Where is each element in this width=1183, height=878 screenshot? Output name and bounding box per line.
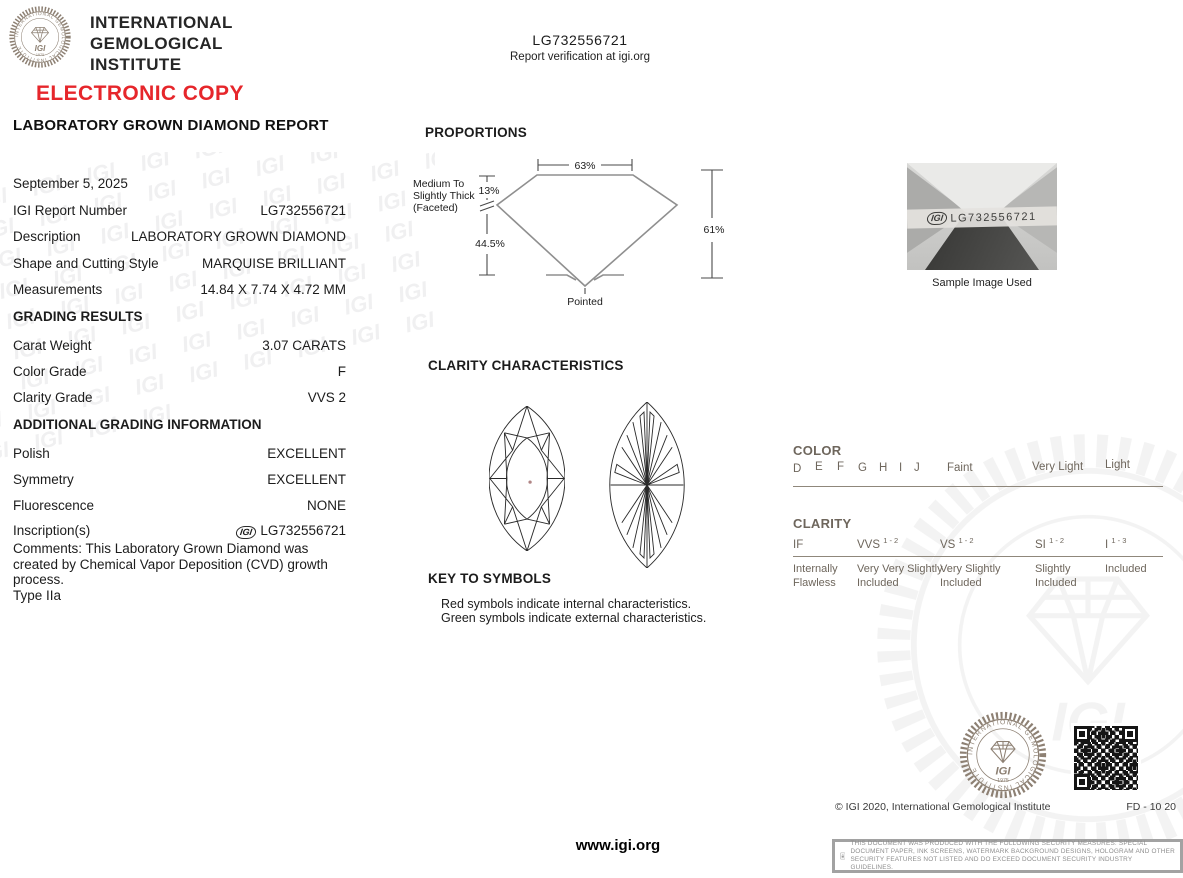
org-name-line2: GEMOLOGICAL [90,34,223,53]
table-row [13,338,346,353]
sample-image-caption: Sample Image Used [932,277,1032,289]
table-percent: 63% [574,160,596,172]
security-strip [832,839,1183,873]
electronic-copy-label: ELECTRONIC COPY [36,82,244,105]
security-measures-text: THIS DOCUMENT WAS PRODUCED WITH THE FOLLOWING SECURITY MEASURES: SPECIAL DOCUMENT PAPER, INK SCREENS, WATERMARK BACKGROUND DESIGNS, HOLOGRAM AND OTHER SECURITY FEATURES NOT LISTED AND DO EXCEED DOCUMENT SECURITY INDUSTRY GUIDELINES. [850,839,1175,872]
table-row [13,364,346,379]
color-scale-line [793,486,1163,487]
color-grade-f: F [837,461,845,473]
secure-document-icon [840,845,845,867]
grade-sup: 1 - 2 [883,536,899,545]
security-strip-inner [835,839,1180,872]
key-to-symbols-title: KEY TO SYMBOLS [428,571,552,586]
girdle-inscription-band [907,206,1057,228]
type-note: Type IIa [13,588,62,603]
inclusion-pinpoint [528,480,531,483]
culet-label: Pointed [567,296,603,308]
color-grade-e: E [815,461,823,473]
color-grade-i: I [899,462,903,474]
clarity-grade-i [1105,536,1126,551]
row-value: VVS 2 [307,390,346,405]
key-external-note: Green symbols indicate external characteristics. [441,611,707,625]
color-grade-g: G [858,462,867,474]
igi-logo-seal [8,5,72,69]
qr-code [1074,726,1138,790]
report-date: September 5, 2025 [13,176,128,191]
grade-name: IF [793,538,804,551]
row-label: Shape and Cutting Style [13,256,159,271]
clarity-grade-if [793,536,803,551]
grade-sup: 1 - 3 [1111,536,1127,545]
org-name-line3: INSTITUTE [90,55,182,74]
verification-note: Report verification at igi.org [510,51,650,63]
table-row [13,256,346,271]
clarity-desc-si: Slightly Included [1035,563,1077,589]
row-label: Fluorescence [13,498,95,513]
color-range-light: Light [1105,459,1130,471]
row-label: Description [13,229,81,244]
row-value: F [337,364,346,379]
clarity-characteristics-title: CLARITY CHARACTERISTICS [428,358,624,373]
sample-image [907,163,1057,270]
row-label: Carat Weight [13,338,92,353]
laser-inscription: LG732556721 [950,210,1037,225]
clarity-scale-line [793,556,1163,557]
color-grade-j: J [914,462,920,474]
igi-logo-icon: IGI [235,526,257,539]
row-label: Symmetry [13,472,74,487]
row-label: Polish [13,446,50,461]
grade-name: SI [1035,538,1046,551]
grade-name: VVS [857,538,881,551]
grade-sup: 1 - 2 [958,536,974,545]
row-value: LG732556721 [260,203,346,218]
report-number-header: LG732556721 [532,32,628,48]
inscription-label: Inscription(s) [13,523,91,538]
color-grade-h: H [879,462,888,474]
inscription-number: LG732556721 [260,523,346,538]
table-row [13,498,346,513]
row-value: 3.07 CARATS [262,338,346,353]
seal-year: 1975 [997,778,1009,784]
clarity-plot-pavilion-view [609,402,685,568]
clarity-desc-if: Internally Flawless [793,563,838,589]
clarity-scale-title: CLARITY [793,516,852,531]
row-label: Clarity Grade [13,390,93,405]
igi-footer-seal [958,710,1048,800]
copyright-text: © IGI 2020, International Gemological Institute [835,801,1051,813]
row-label: Measurements [13,282,103,297]
comments-text: Comments: This Laboratory Grown Diamond was created by Chemical Vapor Deposition (CVD) growth process. [13,541,328,587]
table-row [13,229,346,244]
row-value: LABORATORY GROWN DIAMOND [130,229,346,244]
row-value: EXCELLENT [267,446,346,461]
org-name-line1: INTERNATIONAL [90,13,233,32]
table-row [13,390,346,405]
clarity-grade-vs [940,536,974,551]
color-range-very-light: Very Light [1032,461,1084,473]
table-row [13,203,346,218]
inscription-value [236,523,346,539]
proportions-diagram [405,148,740,313]
website-url: www.igi.org [575,837,661,854]
color-scale-title: COLOR [793,443,842,458]
girdle-label-line1: Medium To [413,178,465,190]
qr-finder [1074,774,1090,790]
seal-monogram: IGI [34,43,46,53]
additional-grading-header: ADDITIONAL GRADING INFORMATION [13,417,262,432]
row-label: Color Grade [13,364,87,379]
table-row [13,282,346,297]
watermark-monogram: IGI [1051,690,1125,753]
clarity-grade-si [1035,536,1064,551]
table-row [13,472,346,487]
girdle-label-line2: Slightly Thick [413,190,475,202]
org-name [90,12,233,75]
proportions-title: PROPORTIONS [425,125,527,140]
igi-logo-icon: IGI [927,212,949,225]
table-row [13,446,346,461]
seal-ring-text: INTERNATIONAL GEMOLOGICAL INSTITUTE [967,719,1039,791]
clarity-desc-vs: Very Slightly Included [940,563,1001,589]
crown-percent: 13% [478,185,500,197]
clarity-desc-vvs: Very Very Slightly Included [857,563,943,589]
row-value: 14.84 X 7.74 X 4.72 MM [200,282,346,297]
qr-finder [1122,726,1138,742]
seal-year: 1975 [35,53,45,58]
depth-percent: 61% [703,224,725,236]
pavilion-percent: 44.5% [475,238,505,250]
color-range-faint: Faint [947,462,973,474]
key-internal-note: Red symbols indicate internal characteristics. [441,597,692,611]
grade-sup: 1 - 2 [1049,536,1065,545]
clarity-plot-crown-view [489,406,565,551]
report-title: LABORATORY GROWN DIAMOND REPORT [13,117,329,134]
row-value: NONE [306,498,346,513]
grading-results-header: GRADING RESULTS [13,309,143,324]
qr-finder [1074,726,1090,742]
seal-monogram: IGI [995,765,1011,778]
clarity-desc-i: Included [1105,563,1147,575]
clarity-grade-vvs [857,536,898,551]
form-code: FD - 10 20 [1126,801,1176,813]
seal-ring-text: INTERNATIONAL GEMOLOGICAL INSTITUTE [15,12,65,62]
report-date-row [13,176,346,191]
inscription-row [13,523,346,539]
girdle-label-line3: (Faceted) [413,202,458,214]
color-grade-d: D [793,463,802,475]
row-value: EXCELLENT [267,472,346,487]
row-label: IGI Report Number [13,203,128,218]
row-value: MARQUISE BRILLIANT [201,256,346,271]
grade-name: VS [940,538,956,551]
grade-name: I [1105,538,1109,551]
